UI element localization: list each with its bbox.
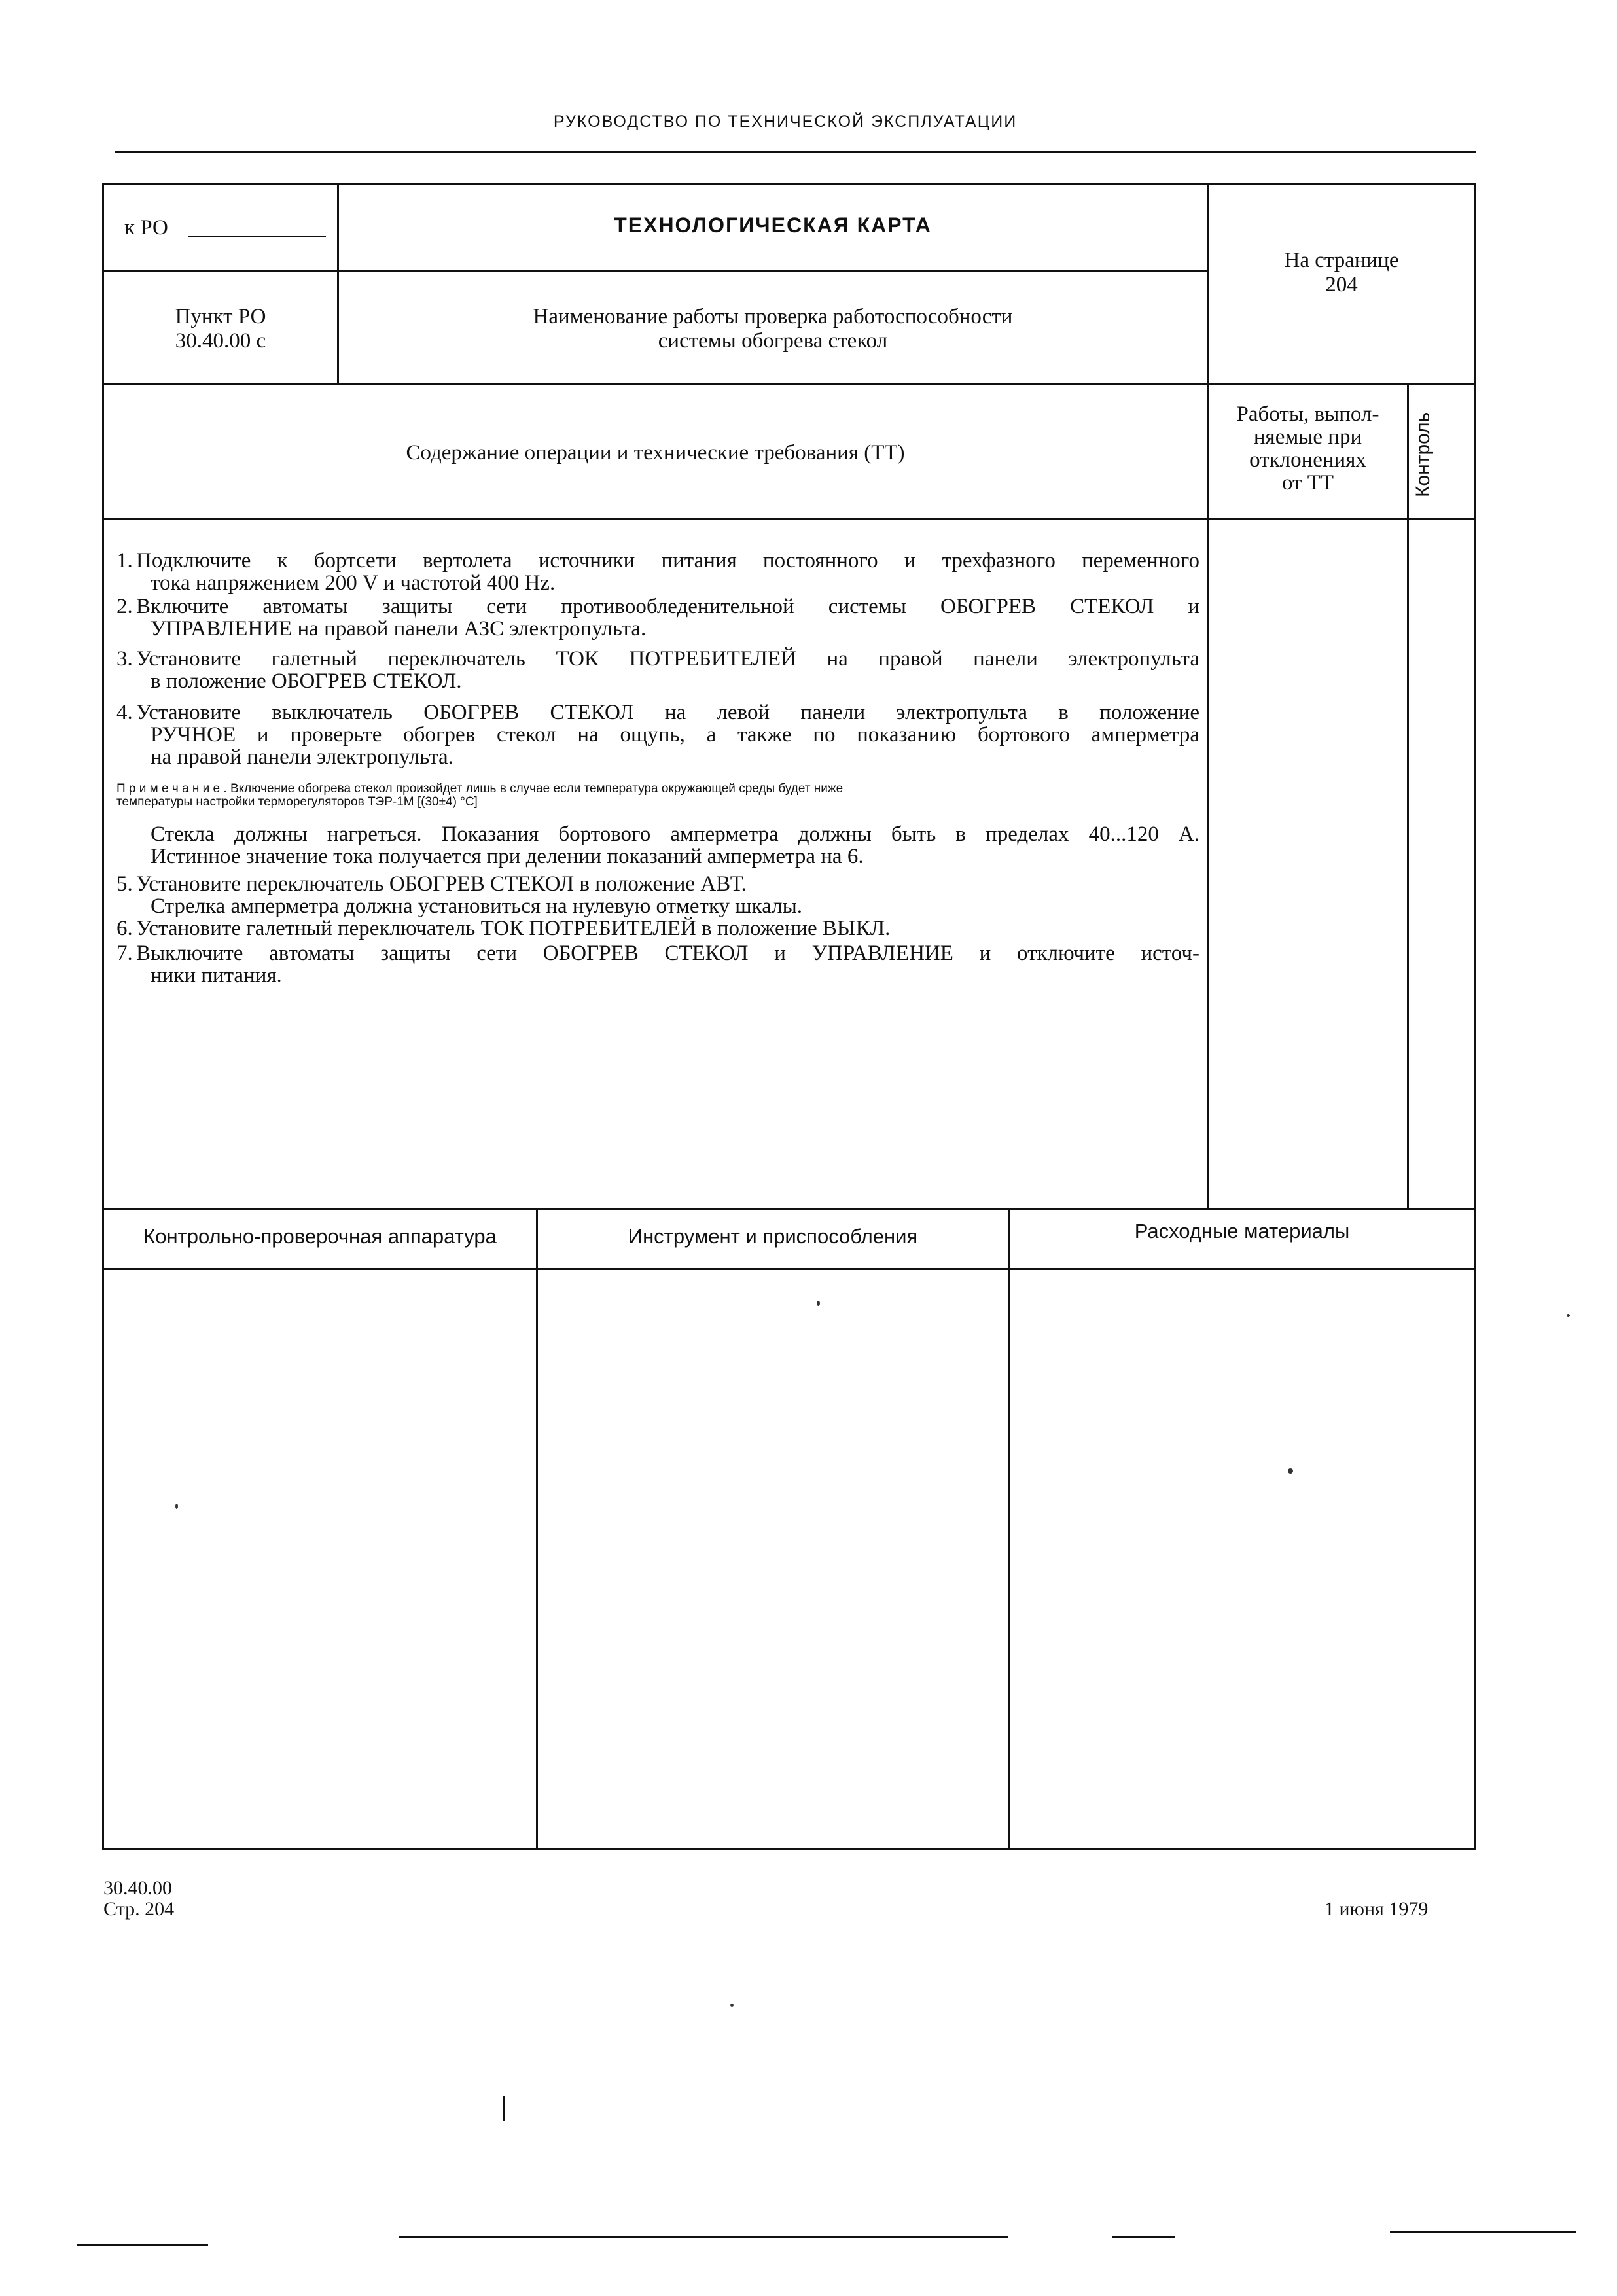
test-equipment-header: Контрольно-проверочная аппаратура [143,1225,497,1248]
op3-num: 3. [116,647,133,671]
scan-speck [1567,1314,1570,1317]
content-column-header: Содержание операции и технические требования (ТТ) [406,441,905,465]
op1-text1: Подключите к бортсети вертолета источники питания постоянного и трехфазного переменного [136,549,1199,573]
divider-v2 [1207,183,1209,1209]
header-rule [115,151,1476,153]
work-name [339,305,1207,353]
item-ref [104,305,337,353]
op2-text2: УПРАВЛЕНИЕ на правой панели АЗС электропульта. [151,617,647,641]
footer-code: 30.40.00 [103,1877,172,1899]
scan-rule [399,2236,1008,2238]
deviation-line1: Работы, выпол- [1236,402,1379,426]
op3-line1 [116,648,1199,670]
divider-v4 [536,1208,538,1849]
footer-page: Стр. 204 [103,1898,175,1920]
page-number: 204 [1325,273,1358,296]
ref-field [124,216,168,240]
scan-speck [730,2004,734,2007]
op6-line1 [116,917,1199,940]
op2-line2 [116,618,1199,640]
op7-line2 [116,964,1199,987]
op5-num: 5. [116,872,133,896]
deviation-line4: от ТТ [1281,471,1334,495]
work-name-line2: системы обогрева стекол [658,329,888,353]
op2-text1: Включите автоматы защиты сети противообледенительной системы ОБОГРЕВ СТЕКОЛ и [136,595,1199,618]
frame-bottom [102,1848,1476,1850]
frame-top [102,183,1476,185]
divider-h1 [102,270,1208,272]
op2-line1 [116,595,1199,618]
scan-speck [175,1504,178,1509]
frame-left [102,183,104,1850]
req-line2 [116,845,1199,868]
scan-speck [1288,1468,1293,1474]
divider-h4 [102,1208,1476,1210]
op4-line3 [116,746,1199,768]
op1-text2: тока напряжением 200 V и частотой 400 Hz. [151,571,556,595]
req-text1: Стекла должны нагреться. Показания бортового амперметра должны быть в пределах 40...120 А. [151,822,1199,846]
req-text2: Истинное значение тока получается при делении показаний амперметра на 6. [151,845,864,868]
op4-num: 4. [116,701,133,724]
footer-left [103,1878,174,1920]
op2-num: 2. [116,595,133,618]
op4-text1: Установите выключатель ОБОГРЕВ СТЕКОЛ на левой панели электропульта в положение [136,701,1199,724]
card-title: ТЕХНОЛОГИЧЕСКАЯ КАРТА [614,213,932,237]
op4-line1 [116,701,1199,724]
ref-label: к РО [124,216,168,239]
op5-line1 [116,873,1199,895]
scan-mark [503,2096,505,2121]
op3-text2: в положение ОБОГРЕВ СТЕКОЛ. [151,669,462,693]
op5-line2 [116,895,1199,917]
divider-v5 [1008,1208,1010,1849]
op7-line1 [116,942,1199,964]
divider-h3 [102,518,1476,520]
work-name-line1: Наименование работы проверка работоспособности [533,305,1013,328]
footer-date: 1 июня 1979 [1324,1898,1429,1920]
consumables-header: Расходные материалы [1134,1220,1350,1243]
deviation-column-header [1209,403,1407,495]
control-column-header: Контроль [1412,412,1434,498]
scan-rule [77,2244,208,2246]
item-label: Пункт РО [175,305,266,328]
divider-h2 [102,383,1476,385]
op6-num: 6. [116,917,133,940]
scan-rule [1112,2236,1175,2238]
divider-v3 [1407,384,1409,1209]
op1-line2 [116,572,1199,594]
op4-text2: РУЧНОЕ и проверьте обогрев стекол на ощупь, а также по показанию бортового амперметра [151,723,1199,747]
op4-text3: на правой панели электропульта. [151,745,453,769]
deviation-line3: отклонениях [1249,448,1366,472]
op3-text1: Установите галетный переключатель ТОК ПОТРЕБИТЕЛЕЙ на правой панели электропульта [136,647,1199,671]
op6-text1: Установите галетный переключатель ТОК ПОТРЕБИТЕЛЕЙ в положение ВЫКЛ. [136,917,891,940]
scan-rule [1390,2231,1576,2233]
tools-header: Инструмент и приспособления [628,1225,918,1248]
op5-text2: Стрелка амперметра должна установиться на нулевую отметку шкалы. [151,894,803,918]
note-line2: температуры настройки терморегуляторов ТЭР-1М [(30±4) °C] [116,795,478,809]
op1-line1 [116,550,1199,572]
deviation-line2: няемые при [1253,425,1362,449]
req-line1 [116,823,1199,845]
note-line1: П р и м е ч а н и е . Включение обогрева стекол произойдет лишь в случае если температура окружающей среды будет ниже [116,782,844,796]
scan-speck [817,1301,820,1306]
op4-line2 [116,724,1199,746]
op7-num: 7. [116,942,133,965]
op7-text1: Выключите автоматы защиты сети ОБОГРЕВ СТЕКОЛ и УПРАВЛЕНИЕ и отключите источ- [136,942,1199,965]
ref-underline [188,236,326,237]
op7-text2: ники питания. [151,964,282,987]
op5-text1: Установите переключатель ОБОГРЕВ СТЕКОЛ в положение АВТ. [136,872,747,896]
op1-num: 1. [116,549,133,573]
page-label: На странице [1284,249,1399,272]
op3-line2 [116,670,1199,692]
page-ref [1209,249,1474,297]
running-header: РУКОВОДСТВО ПО ТЕХНИЧЕСКОЙ ЭКСПЛУАТАЦИИ [553,113,1018,131]
item-code: 30.40.00 с [175,329,266,353]
divider-h5 [102,1268,1476,1270]
frame-right [1474,183,1476,1850]
